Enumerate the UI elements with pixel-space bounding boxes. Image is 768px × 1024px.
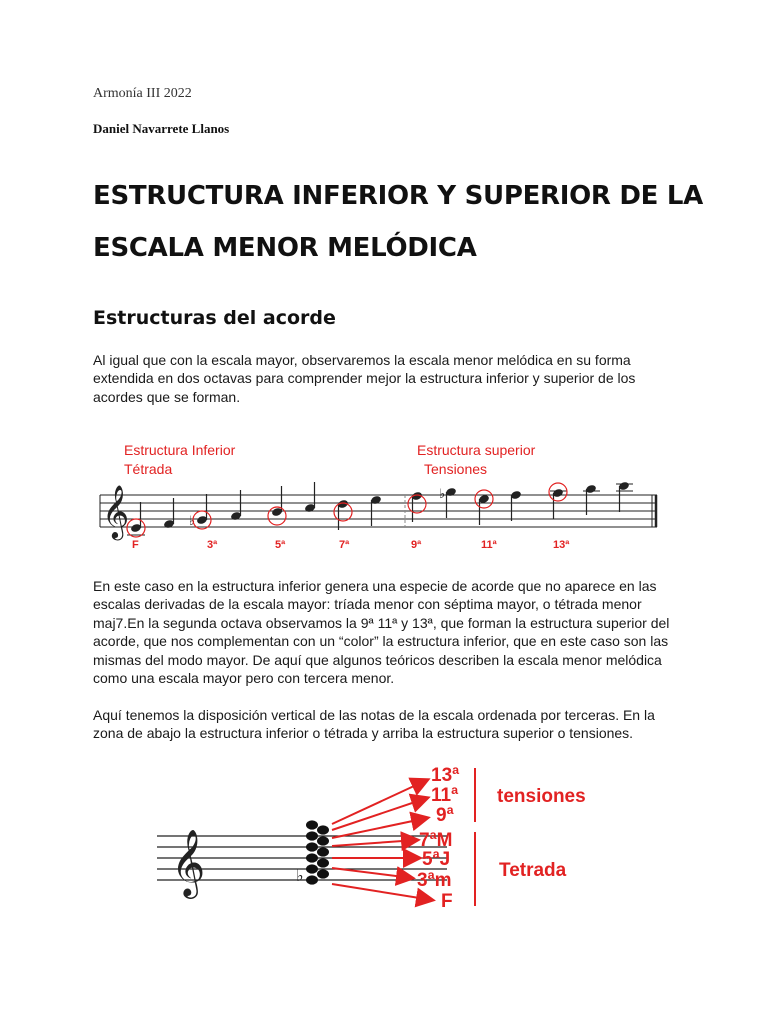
chord-label-9: 9ª (436, 805, 454, 826)
section-title: Estructuras del acorde (93, 307, 336, 329)
svg-text:♭: ♭ (189, 514, 196, 529)
degree-label-f: F (132, 539, 139, 551)
chord-label-f: F (441, 891, 453, 912)
degree-label-7: 7ª (339, 539, 350, 551)
chord-label-13: 13ª (431, 765, 460, 786)
chord-label-3m: 3ªm (417, 870, 452, 891)
degree-label-13: 13ª (553, 539, 570, 551)
author-name: Daniel Navarrete Llanos (93, 121, 230, 136)
chord-label-7m: 7ªM (419, 830, 453, 851)
treble-clef-icon: 𝄞 (102, 484, 130, 538)
course-header: Armonía III 2022 (93, 86, 192, 101)
body-paragraph-1: En este caso en la estructura inferior genera una especie de acorde que no aparece en las escalas derivadas de la escala mayor: tríada menor con séptima mayor, o tétrada menor maj7.En la segunda octava observamos la 9ª 11ª y 13ª, que forman la estructura superior del acorde, que nos complementan con un “color” la estructura inferior, que en este caso son las mismas del modo mayor. De aquí que algunos teóricos describen la escala menor melódica como una escala mayor pero con tercera menor. (93, 578, 670, 687)
svg-text:♭: ♭ (439, 487, 446, 502)
degree-label-3: 3ª (207, 539, 218, 551)
label-tensiones: Tensiones (424, 461, 488, 477)
body-paragraph-2: Aquí tenemos la disposición vertical de las notas de la escala ordenada por terceras. En la zona de abajo la estructura inferior o tétrada y arriba la estructura superior o tensiones. (93, 707, 655, 742)
svg-text:♭: ♭ (296, 866, 304, 885)
degree-label-5: 5ª (275, 539, 286, 551)
chord-staff (147, 760, 617, 910)
scale-figure (95, 436, 665, 561)
group-label-tetrada: Tetrada (499, 860, 567, 881)
chord-label-11: 11ª (431, 785, 459, 806)
label-tetrada: Tétrada (124, 461, 173, 477)
degree-label-9: 9ª (411, 539, 422, 551)
chord-figure (147, 760, 617, 910)
intro-paragraph: Al igual que con la escala mayor, observaremos la escala menor melódica en su forma extendida en dos octavas para comprender mejor la estructura inferior y superior de los acordes que se forman. (93, 352, 636, 405)
title-line-1: ESTRUCTURA INFERIOR Y SUPERIOR DE LA (93, 181, 703, 211)
scale-staff (95, 436, 665, 561)
title-line-2: ESCALA MENOR MELÓDICA (93, 233, 477, 263)
group-label-tensiones: tensiones (497, 786, 586, 807)
chord-label-5j: 5ªJ (422, 849, 451, 870)
page-title (93, 170, 733, 274)
label-inferior-structure: Estructura Inferior (124, 442, 236, 458)
treble-clef-icon: 𝄞 (171, 828, 206, 896)
label-superior-structure: Estructura superior (417, 442, 536, 458)
degree-label-11: 11ª (481, 539, 497, 551)
